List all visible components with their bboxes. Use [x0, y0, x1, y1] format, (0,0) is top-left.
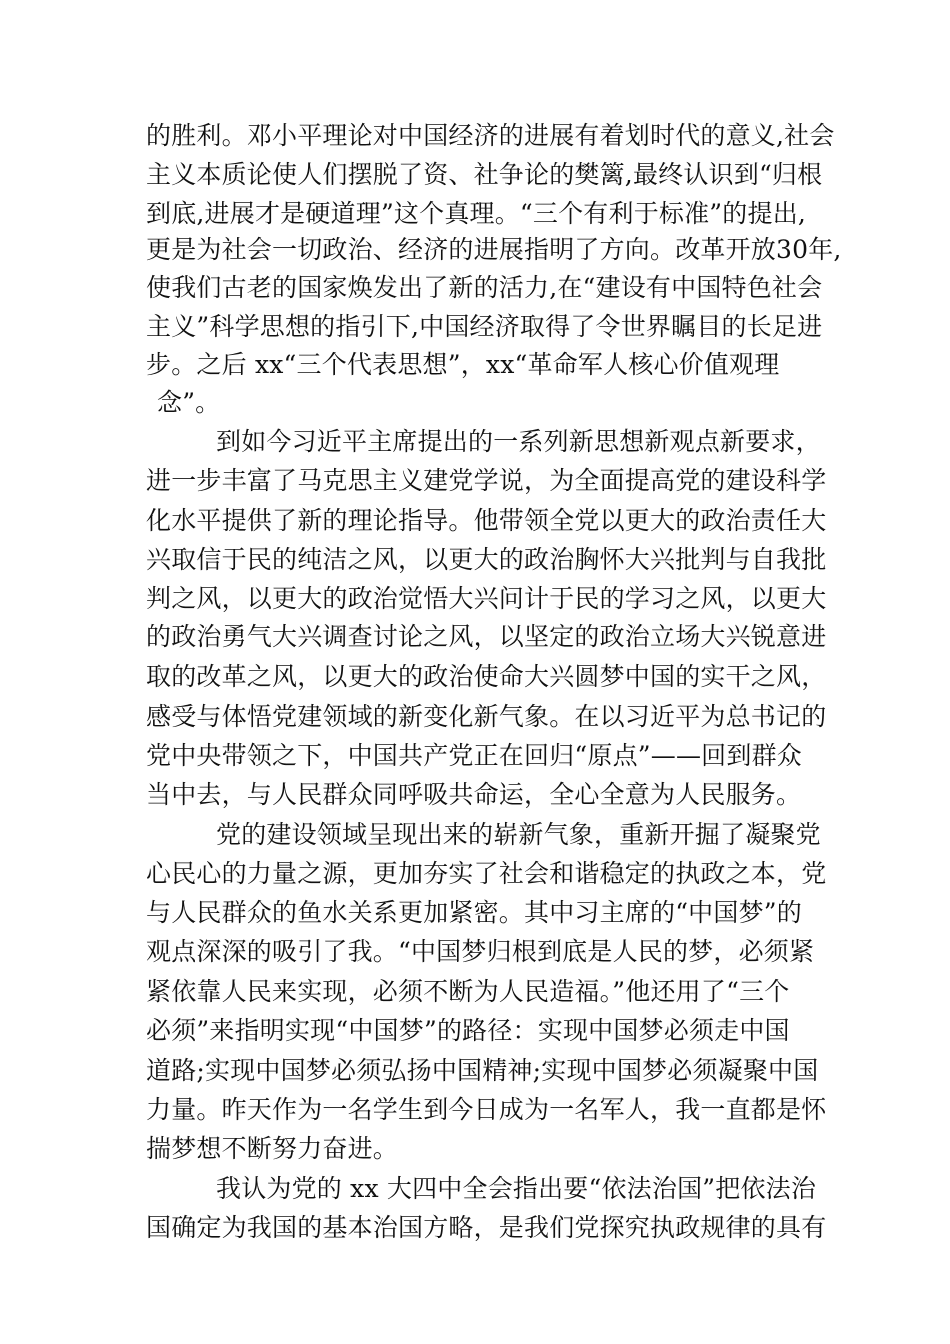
text-line: 心民心的力量之源，更加夯实了社会和谐稳定的执政之本，党 — [146, 859, 827, 888]
text-line: 念”。 — [157, 388, 221, 417]
text-line: 感受与体悟党建领域的新变化新气象。在以习近平为总书记的 — [146, 702, 827, 731]
text-line: 当中去，与人民群众同呼吸共命运，全心全意为人民服务。 — [146, 780, 802, 809]
text-line: 更是为社会一切政治、经济的进展指明了方向。改革开放30年, — [146, 235, 842, 264]
text-line: 揣梦想不断努力奋进。 — [146, 1134, 399, 1163]
text-line: 道路;实现中国梦必须弘扬中国精神;实现中国梦必须凝聚中国 — [146, 1056, 819, 1085]
text-line: 进一步丰富了马克思主义建党学说，为全面提高党的建设科学 — [146, 466, 827, 495]
text-line: 取的改革之风，以更大的政治使命大兴圆梦中国的实干之风， — [146, 662, 827, 691]
text-line: 使我们古老的国家焕发出了新的活力,在“建设有中国特色社会 — [146, 273, 823, 302]
text-line: 到底,进展才是硬道理”这个真理。“三个有利于标准”的提出, — [146, 199, 807, 228]
paragraph-first-line: 我认为党的 xx 大四中全会指出要“依法治国”把依法治 — [216, 1174, 817, 1203]
text-line: 判之风，以更大的政治觉悟大兴问计于民的学习之风，以更大 — [146, 584, 827, 613]
text-line: 步。之后 xx“三个代表思想”，xx“革命军人核心价值观理 — [146, 350, 780, 379]
text-line: 主义本质论使人们摆脱了资、社争论的樊篱,最终认识到“归根 — [146, 160, 823, 189]
text-line: 国确定为我国的基本治国方略，是我们党探究执政规律的具有 — [146, 1213, 827, 1242]
text-line: 党中央带领之下，中国共产党正在回归“原点”——回到群众 — [146, 741, 802, 770]
text-line: 必须”来指明实现“中国梦”的路径：实现中国梦必须走中国 — [146, 1016, 790, 1045]
text-line: 兴取信于民的纯洁之风，以更大的政治胸怀大兴批判与自我批 — [146, 545, 827, 574]
text-line: 与人民群众的鱼水关系更加紧密。其中习主席的“中国梦”的 — [146, 898, 802, 927]
paragraph-first-line: 党的建设领域呈现出来的崭新气象，重新开掘了凝聚党 — [216, 820, 821, 849]
text-line: 观点深深的吸引了我。“中国梦归根到底是人民的梦，必须紧 — [146, 937, 815, 966]
text-line: 的胜利。邓小平理论对中国经济的进展有着划时代的意义,社会 — [146, 121, 835, 150]
text-line: 主义”科学思想的指引下,中国经济取得了令世界瞩目的长足进 — [146, 312, 823, 341]
text-line: 力量。昨天作为一名学生到今日成为一名军人，我一直都是怀 — [146, 1095, 827, 1124]
text-line: 的政治勇气大兴调查讨论之风，以坚定的政治立场大兴锐意进 — [146, 622, 827, 651]
text-line: 紧依靠人民来实现，必须不断为人民造福。”他还用了“三个 — [146, 977, 790, 1006]
paragraph-first-line: 到如今习近平主席提出的一系列新思想新观点新要求， — [216, 427, 821, 456]
text-line: 化水平提供了新的理论指导。他带领全党以更大的政治责任大 — [146, 506, 827, 535]
